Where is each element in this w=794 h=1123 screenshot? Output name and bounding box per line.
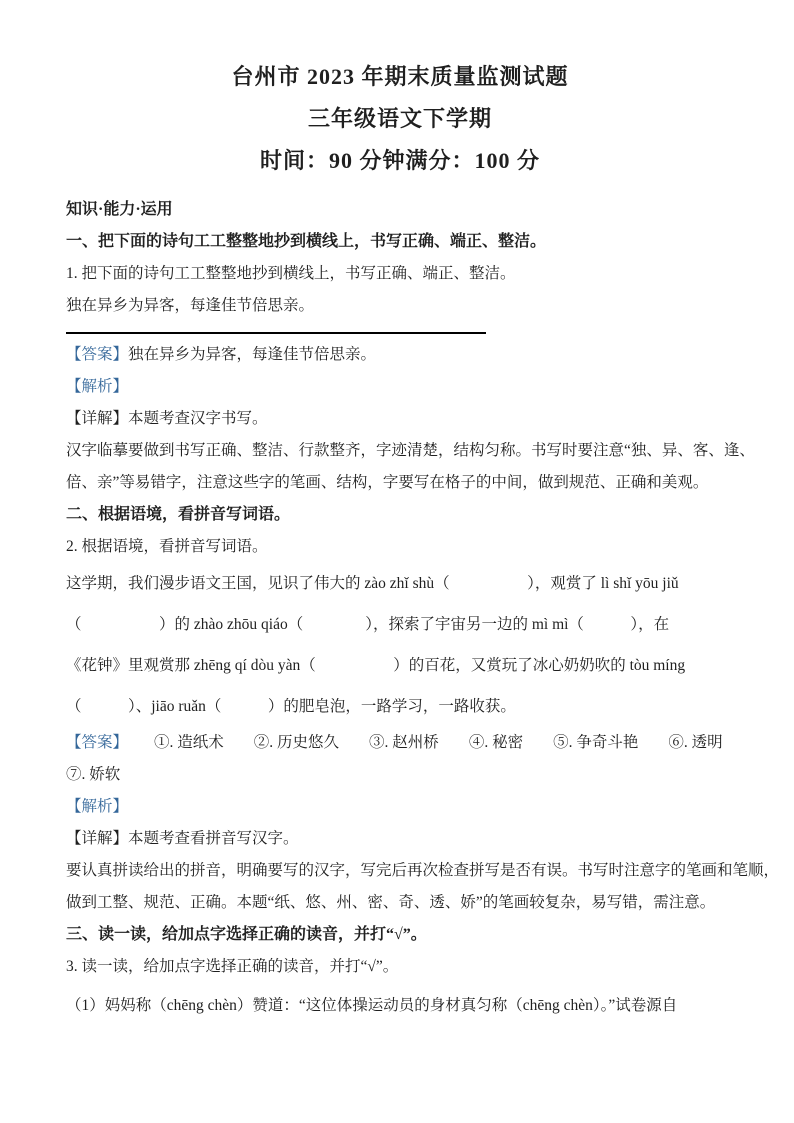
q2-body-line-2: （ ）的 zhào zhōu qiáo（ ），探索了宇宙另一边的 mì mì（ ），在 — [66, 616, 670, 633]
answer-item: ⑤. 争奇斗艳 — [553, 734, 639, 751]
q2-detail-text: 本题考查看拼音写汉字。 — [128, 830, 299, 847]
q2-analysis-label: 【解析】 — [66, 798, 129, 815]
q2-body-line-4: （ ）、jiāo ruǎn（ ）的肥皂泡，一路学习，一路收获。 — [66, 698, 516, 715]
question-3-block — [66, 919, 734, 1026]
q2-answers-row2 — [66, 766, 150, 783]
q1-poem: 独在异乡为异客，每逢佳节倍思亲。 — [66, 297, 315, 314]
answer-item: ②. 历史悠久 — [253, 734, 340, 751]
doc-header — [66, 56, 734, 182]
q2-answer-line-1 — [66, 727, 734, 759]
section-heading: 知识·能力·运用 — [66, 201, 173, 218]
q2-detail-line — [66, 823, 734, 855]
q2-analysis-line — [66, 791, 734, 823]
q3-item: 3. 读一读，给加点字选择正确的读音，并打“√”。 — [66, 958, 399, 975]
q2-explain-line-2: 做到工整、规范、正确。本题“纸、悠、州、密、奇、透、娇”的笔画较复杂，易写错，需注意。 — [66, 894, 716, 911]
q1-heading: 一、把下面的诗句工工整整地抄到横线上，书写正确、端正、整洁。 — [66, 233, 547, 250]
q2-answer-label: 【答案】 — [66, 734, 129, 751]
q1-answer-label: 【答案】 — [66, 346, 129, 363]
question-1-block — [66, 226, 755, 499]
q2-body-line-1: 这学期，我们漫步语文王国，见识了伟大的 zào zhǐ shù（ ），观赏了 lì shǐ yōu jiǔ — [66, 575, 679, 592]
answer-item: ①. 造纸术 — [154, 734, 224, 751]
answer-item: ③. 赵州桥 — [369, 734, 439, 751]
question-2-block — [66, 499, 780, 919]
q1-explain-line-1: 汉字临摹要做到书写正确、整洁、行款整齐，字迹清楚，结构匀称。书写时要注意“独、异、客、逢、 — [66, 442, 755, 459]
doc-subtitle: 三年级语文下学期 — [307, 106, 492, 131]
q1-analysis-label: 【解析】 — [66, 378, 129, 395]
answer-item: ⑥. 透明 — [668, 734, 723, 751]
q1-item: 1. 把下面的诗句工工整整地抄到横线上，书写正确、端正、整洁。 — [66, 265, 516, 282]
q1-detail-label: 【详解】 — [66, 410, 129, 427]
answer-item: ④. 秘密 — [468, 734, 524, 751]
doc-time-score: 时间：90 分钟满分：100 分 — [259, 148, 540, 173]
doc-title: 台州市 2023 年期末质量监测试题 — [231, 64, 569, 89]
q2-answer-line-2 — [66, 759, 734, 791]
q2-heading: 二、根据语境，看拼音写词语。 — [66, 506, 291, 523]
q1-answer-text: 独在异乡为异客，每逢佳节倍思亲。 — [128, 346, 377, 363]
q3-heading: 三、读一读，给加点字选择正确的读音，并打“√”。 — [66, 926, 427, 943]
q1-answer-line — [66, 339, 734, 371]
q1-detail-text: 本题考查汉字书写。 — [128, 410, 268, 427]
answer-blank-line — [66, 332, 486, 334]
q2-body-line-3: 《花钟》里观赏那 zhēng qí dòu yàn（ ）的百花，又赏玩了冰心奶奶吹的 tòu míng — [66, 657, 686, 674]
q1-explain-line-2: 倍、亲”等易错字，注意这些字的笔画、结构，字要写在格子的中间，做到规范、正确和美观。 — [66, 474, 709, 491]
q1-analysis-line — [66, 371, 734, 403]
q2-item: 2. 根据语境，看拼音写词语。 — [66, 538, 268, 555]
q1-detail-line — [66, 403, 734, 435]
answer-item: ⑦. 娇软 — [66, 766, 121, 783]
q3-sub-item: （1）妈妈称（chēng chèn）赞道：“这位体操运动员的身材真匀称（chēng chèn）。”试卷源自 — [66, 997, 678, 1014]
q2-explain-line-1: 要认真拼读给出的拼音，明确要写的汉字，写完后再次检查拼写是否有误。书写时注意字的笔画和笔顺， — [66, 862, 780, 879]
q2-detail-label: 【详解】 — [66, 830, 129, 847]
q2-answers-row1 — [154, 734, 753, 751]
